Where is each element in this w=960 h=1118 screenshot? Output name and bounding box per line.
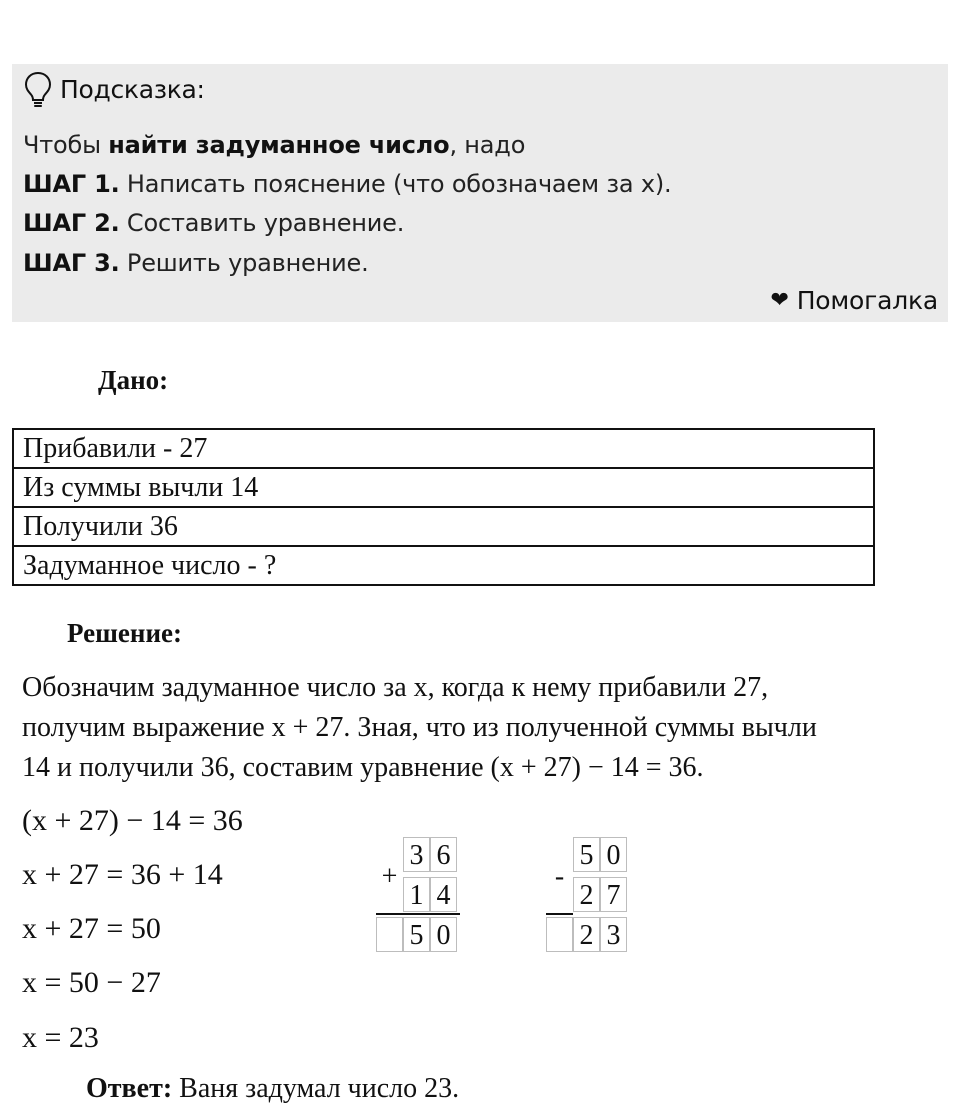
digit-cell: 3 xyxy=(403,837,430,872)
given-table xyxy=(12,428,875,586)
hint-header xyxy=(24,70,205,108)
hint-step-3 xyxy=(23,249,369,277)
hint-step-label: ШАГ 1. xyxy=(23,170,120,198)
hint-step-text: Составить уравнение. xyxy=(119,209,405,237)
hint-step-2 xyxy=(23,209,404,237)
equation-line: x = 23 xyxy=(22,1021,99,1054)
table-cell: Получили 36 xyxy=(13,507,874,546)
equation-line: x = 50 − 27 xyxy=(22,966,161,999)
table-row xyxy=(13,507,874,546)
sum-rule xyxy=(376,913,460,915)
table-cell: Из суммы вычли 14 xyxy=(13,468,874,507)
digit-cell: 0 xyxy=(430,917,457,952)
helper-label: Помогалка xyxy=(796,286,938,315)
solution-heading: Решение: xyxy=(67,618,182,648)
table-row xyxy=(13,546,874,585)
empty-cell xyxy=(546,917,573,952)
solution-paragraph-line: получим выражение x + 27. Зная, что из полученной суммы вычли xyxy=(22,712,817,743)
solution-paragraph-line: 14 и получили 36, составим уравнение (x + 27) − 14 = 36. xyxy=(22,752,704,783)
digit-cell: 0 xyxy=(600,837,627,872)
subtraction-column xyxy=(546,837,630,955)
table-cell: Прибавили - 27 xyxy=(13,429,874,468)
digit-cell: 5 xyxy=(573,837,600,872)
digit-cell: 6 xyxy=(430,837,457,872)
digit-cell: 2 xyxy=(573,877,600,912)
hint-step-label: ШАГ 2. xyxy=(23,209,120,237)
empty-cell xyxy=(376,917,403,952)
helper-link[interactable] xyxy=(770,286,938,315)
hint-title: Подсказка: xyxy=(60,74,205,104)
answer-text: Ваня задумал число 23. xyxy=(172,1073,460,1104)
heart-icon: ❤ xyxy=(770,288,789,313)
hint-intro-bold: найти задуманное число xyxy=(108,131,450,159)
digit-cell: 4 xyxy=(430,877,457,912)
hint-step-text: Решить уравнение. xyxy=(119,249,369,277)
lightbulb-icon xyxy=(24,71,52,107)
plus-sign: + xyxy=(381,861,398,892)
answer-label: Ответ: xyxy=(86,1073,173,1104)
hint-intro xyxy=(23,131,525,159)
solution-paragraph-line: Обозначим задуманное число за x, когда к нему прибавили 27, xyxy=(22,672,769,703)
hint-step-text: Написать пояснение (что обозначаем за x). xyxy=(119,170,672,198)
difference-rule xyxy=(546,913,573,915)
given-heading: Дано: xyxy=(98,365,169,395)
hint-intro-post: , надо xyxy=(449,131,526,159)
digit-cell: 7 xyxy=(600,877,627,912)
table-row xyxy=(13,468,874,507)
answer-line xyxy=(86,1073,459,1105)
hint-intro-pre: Чтобы xyxy=(23,131,109,159)
digit-cell: 1 xyxy=(403,877,430,912)
equation-line: (x + 27) − 14 = 36 xyxy=(22,804,243,837)
digit-cell: 2 xyxy=(573,917,600,952)
table-cell: Задуманное число - ? xyxy=(13,546,874,585)
digit-cell: 5 xyxy=(403,917,430,952)
equation-line: x + 27 = 50 xyxy=(22,912,161,945)
hint-step-1 xyxy=(23,170,671,198)
equation-line: x + 27 = 36 + 14 xyxy=(22,858,223,891)
digit-cell: 3 xyxy=(600,917,627,952)
table-row xyxy=(13,429,874,468)
hint-step-label: ШАГ 3. xyxy=(23,249,120,277)
addition-column xyxy=(376,837,460,955)
minus-sign: - xyxy=(554,861,565,892)
